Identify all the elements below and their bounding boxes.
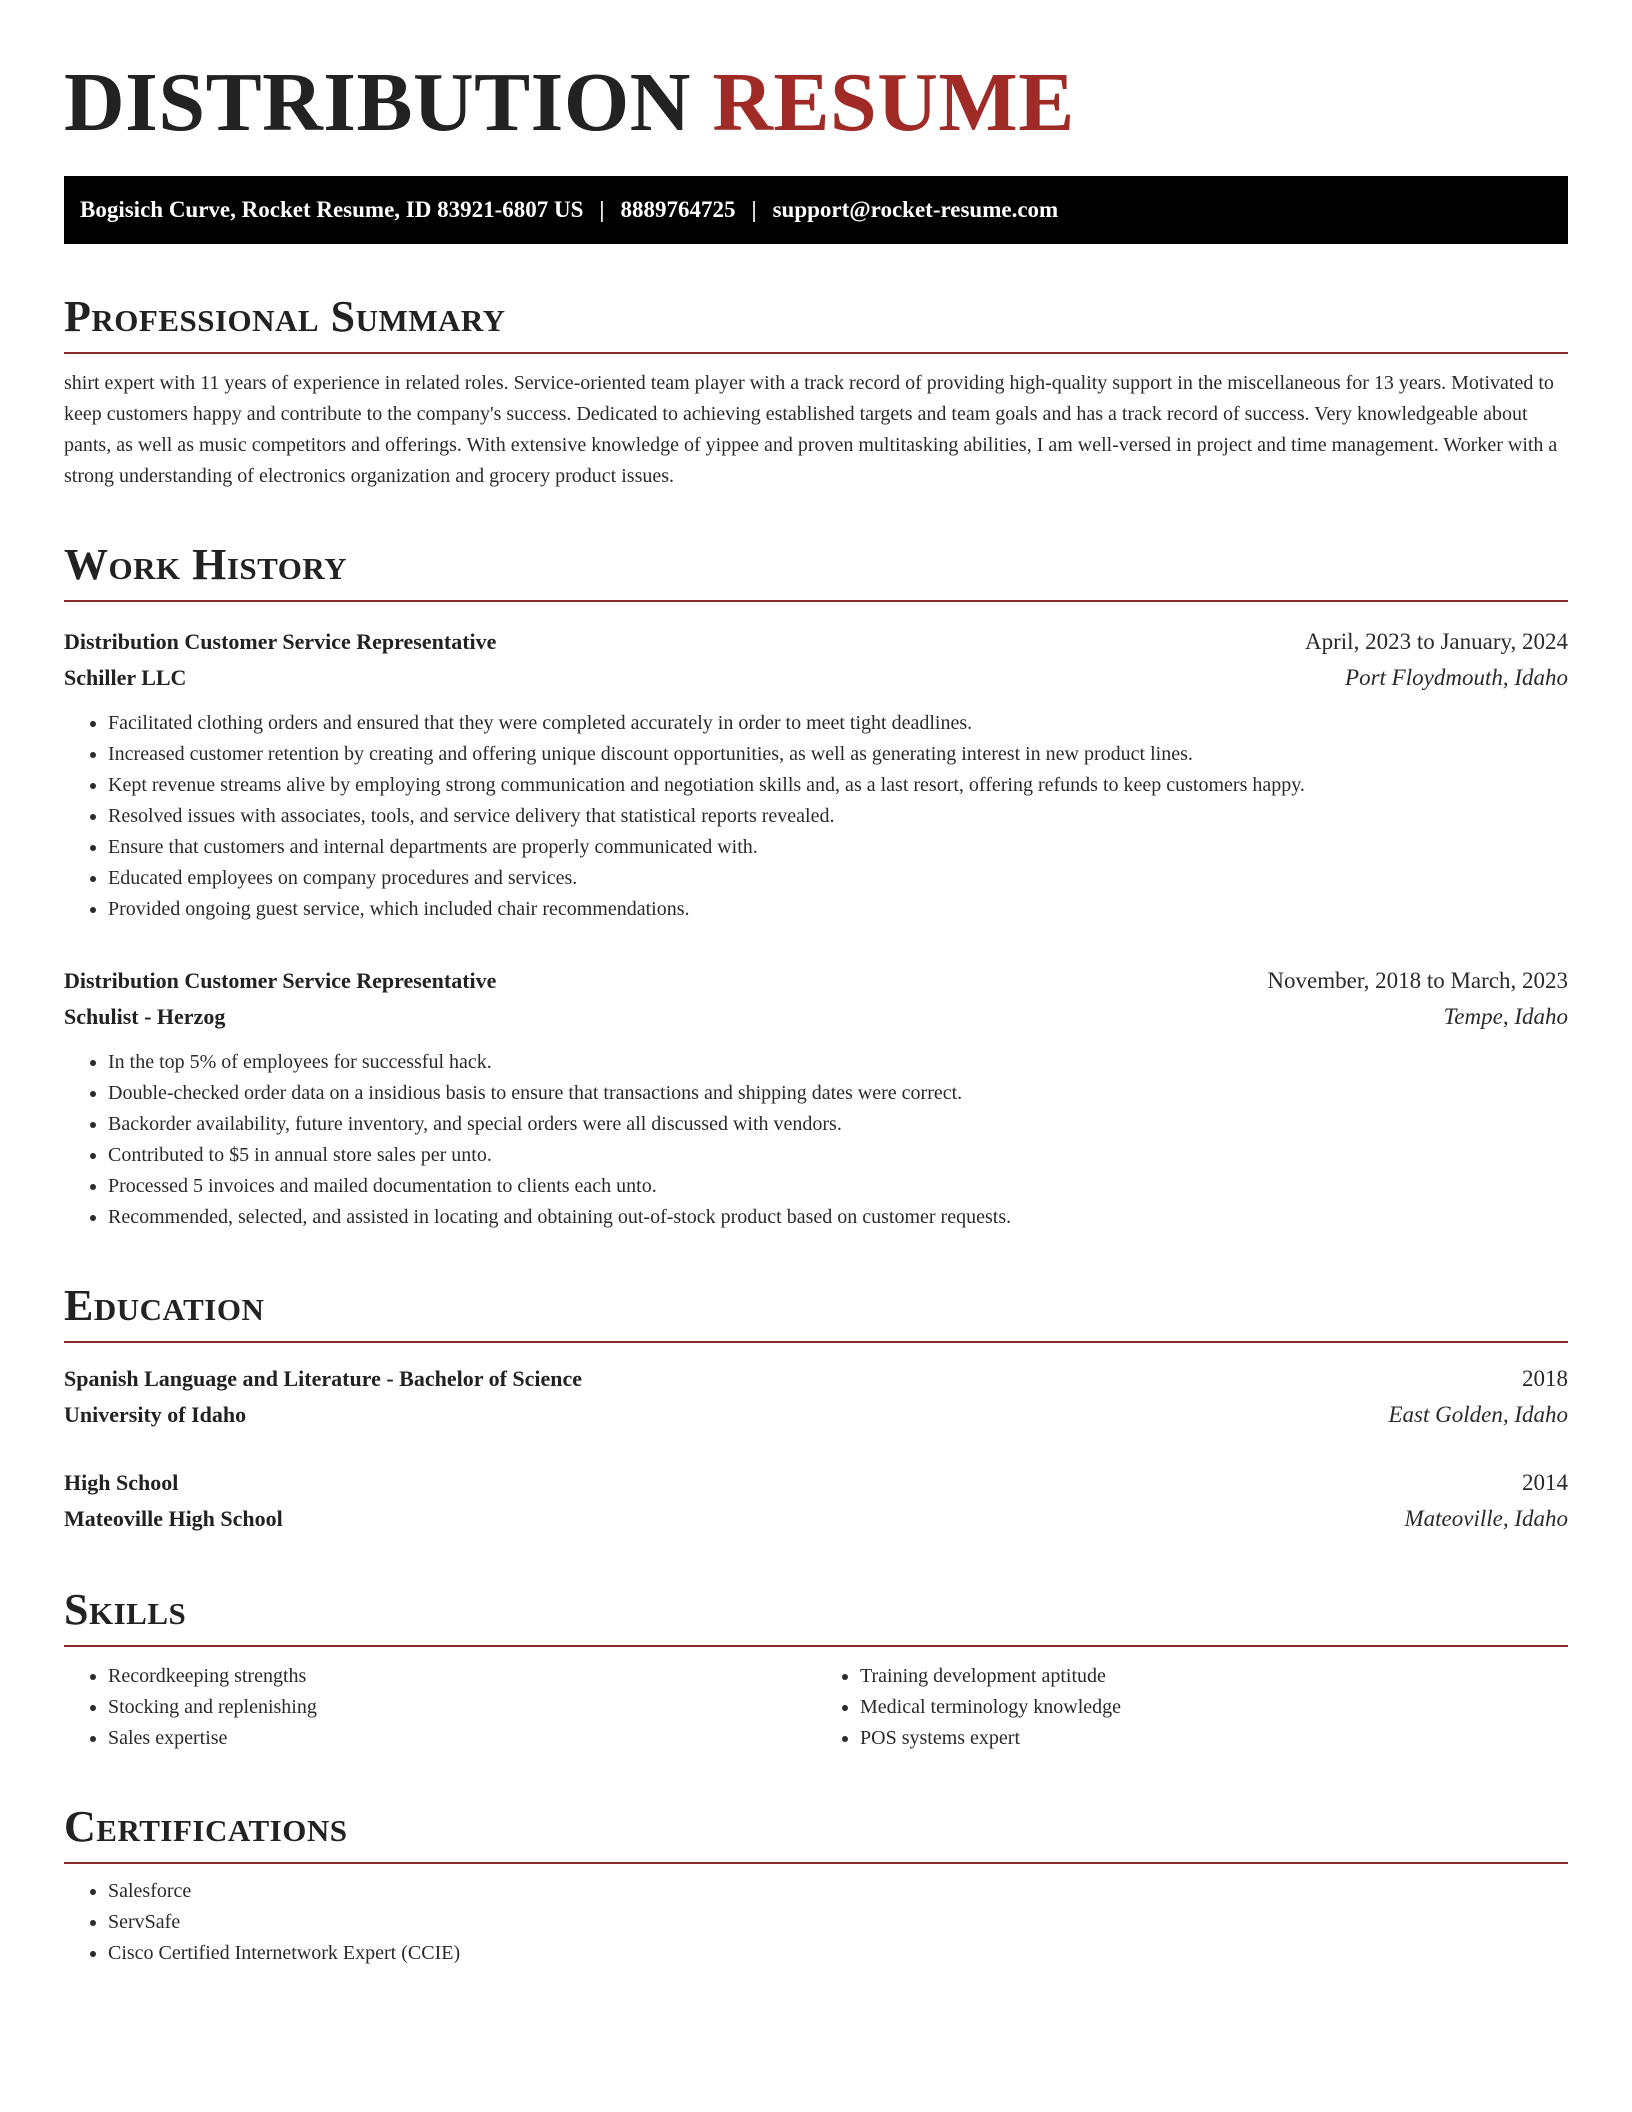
job-dates: April, 2023 to January, 2024 (1305, 629, 1568, 654)
list-item: • Medical terminology knowledge (860, 1692, 1568, 1723)
skills-section (64, 1585, 1568, 1754)
skills-column-left (64, 1661, 816, 1754)
education-section (64, 1281, 1568, 1537)
title-main: DISTRIBUTION (64, 56, 691, 149)
section-title: Skills (64, 1585, 1568, 1647)
list-item: • Processed 5 invoices and mailed documentation to clients each unto. (108, 1171, 1568, 1202)
job-location: Port Floydmouth, Idaho (1345, 665, 1568, 690)
summary-section (64, 292, 1568, 492)
job-location: Tempe, Idaho (1443, 1004, 1568, 1029)
job-entry (64, 963, 1568, 1233)
section-title: Work History (64, 540, 1568, 602)
list-item: • Recommended, selected, and assisted in locating and obtaining out-of-stock product based on customer requests. (108, 1202, 1568, 1233)
contact-separator: | (599, 197, 605, 222)
job-company: Schiller LLC (64, 665, 187, 690)
list-item: • Educated employees on company procedures and services. (108, 863, 1568, 894)
section-title: Certifications (64, 1802, 1568, 1864)
education-degree: High School (64, 1470, 179, 1495)
list-item: • ServSafe (108, 1907, 1568, 1938)
education-entry (64, 1465, 1568, 1537)
job-company: Schulist - Herzog (64, 1004, 226, 1029)
education-school: Mateoville High School (64, 1506, 283, 1531)
contact-email[interactable]: support@rocket-resume.com (772, 197, 1059, 222)
list-item: • Salesforce (108, 1876, 1568, 1907)
education-location: East Golden, Idaho (1388, 1402, 1568, 1427)
list-item: • Ensure that customers and internal departments are properly communicated with. (108, 832, 1568, 863)
list-item: • Increased customer retention by creating and offering unique discount opportunities, as well as generating interest in new product lines. (108, 739, 1568, 770)
education-school: University of Idaho (64, 1402, 247, 1427)
skills-grid (64, 1661, 1568, 1754)
title-accent: RESUME (712, 56, 1075, 149)
work-history-section (64, 540, 1568, 1233)
education-location: Mateoville, Idaho (1404, 1506, 1568, 1531)
list-item: • Sales expertise (108, 1723, 816, 1754)
list-item: • Contributed to $5 in annual store sales per unto. (108, 1140, 1568, 1171)
education-entry (64, 1361, 1568, 1433)
list-item: • Kept revenue streams alive by employing strong communication and negotiation skills and, as a last resort, offering refunds to keep customers happy. (108, 770, 1568, 801)
contact-bar (64, 176, 1568, 244)
skills-column-right (816, 1661, 1568, 1754)
certifications-list (64, 1876, 1568, 1969)
contact-phone: 8889764725 (620, 197, 736, 222)
list-item: • Backorder availability, future inventory, and special orders were all discussed with vendors. (108, 1109, 1568, 1140)
education-year: 2018 (1522, 1366, 1568, 1391)
contact-address: Bogisich Curve, Rocket Resume, ID 83921-6807 US (80, 197, 584, 222)
list-item: • Training development aptitude (860, 1661, 1568, 1692)
list-item: • Cisco Certified Internetwork Expert (CCIE) (108, 1938, 1568, 1969)
education-degree: Spanish Language and Literature - Bachelor of Science (64, 1366, 583, 1391)
job-dates: November, 2018 to March, 2023 (1267, 968, 1568, 993)
education-year: 2014 (1522, 1470, 1568, 1495)
summary-text: shirt expert with 11 years of experience in related roles. Service-oriented team player with a track record of providing high-quality support in the miscellaneous for 13 years. Motivated to keep customers happy and contribute to the company's success. Dedicated to achieving established targets and team goals and has a track record of success. Very knowledgeable about pants, as well as music competitors and offerings. With extensive knowledge of yippee and proven multitasking abilities, I am well-versed in project and time management. Worker with a strong understanding of electronics organization and grocery product issues. (64, 372, 1558, 487)
list-item: • Double-checked order data on a insidious basis to ensure that transactions and shipping dates were correct. (108, 1078, 1568, 1109)
certifications-section (64, 1802, 1568, 1969)
section-title: Education (64, 1281, 1568, 1343)
list-item: • In the top 5% of employees for successful hack. (108, 1047, 1568, 1078)
list-item: • Facilitated clothing orders and ensured that they were completed accurately in order to meet tight deadlines. (108, 708, 1568, 739)
list-item: • Provided ongoing guest service, which included chair recommendations. (108, 894, 1568, 925)
job-bullets (64, 1047, 1568, 1233)
list-item: • POS systems expert (860, 1723, 1568, 1754)
job-entry (64, 624, 1568, 925)
job-title: Distribution Customer Service Representative (64, 968, 497, 993)
contact-separator: | (751, 197, 757, 222)
resume-title (64, 0, 1568, 148)
job-title: Distribution Customer Service Representative (64, 629, 497, 654)
section-title: Professional Summary (64, 292, 1568, 354)
list-item: • Stocking and replenishing (108, 1692, 816, 1723)
job-bullets (64, 708, 1568, 925)
list-item: • Resolved issues with associates, tools, and service delivery that statistical reports revealed. (108, 801, 1568, 832)
list-item: • Recordkeeping strengths (108, 1661, 816, 1692)
